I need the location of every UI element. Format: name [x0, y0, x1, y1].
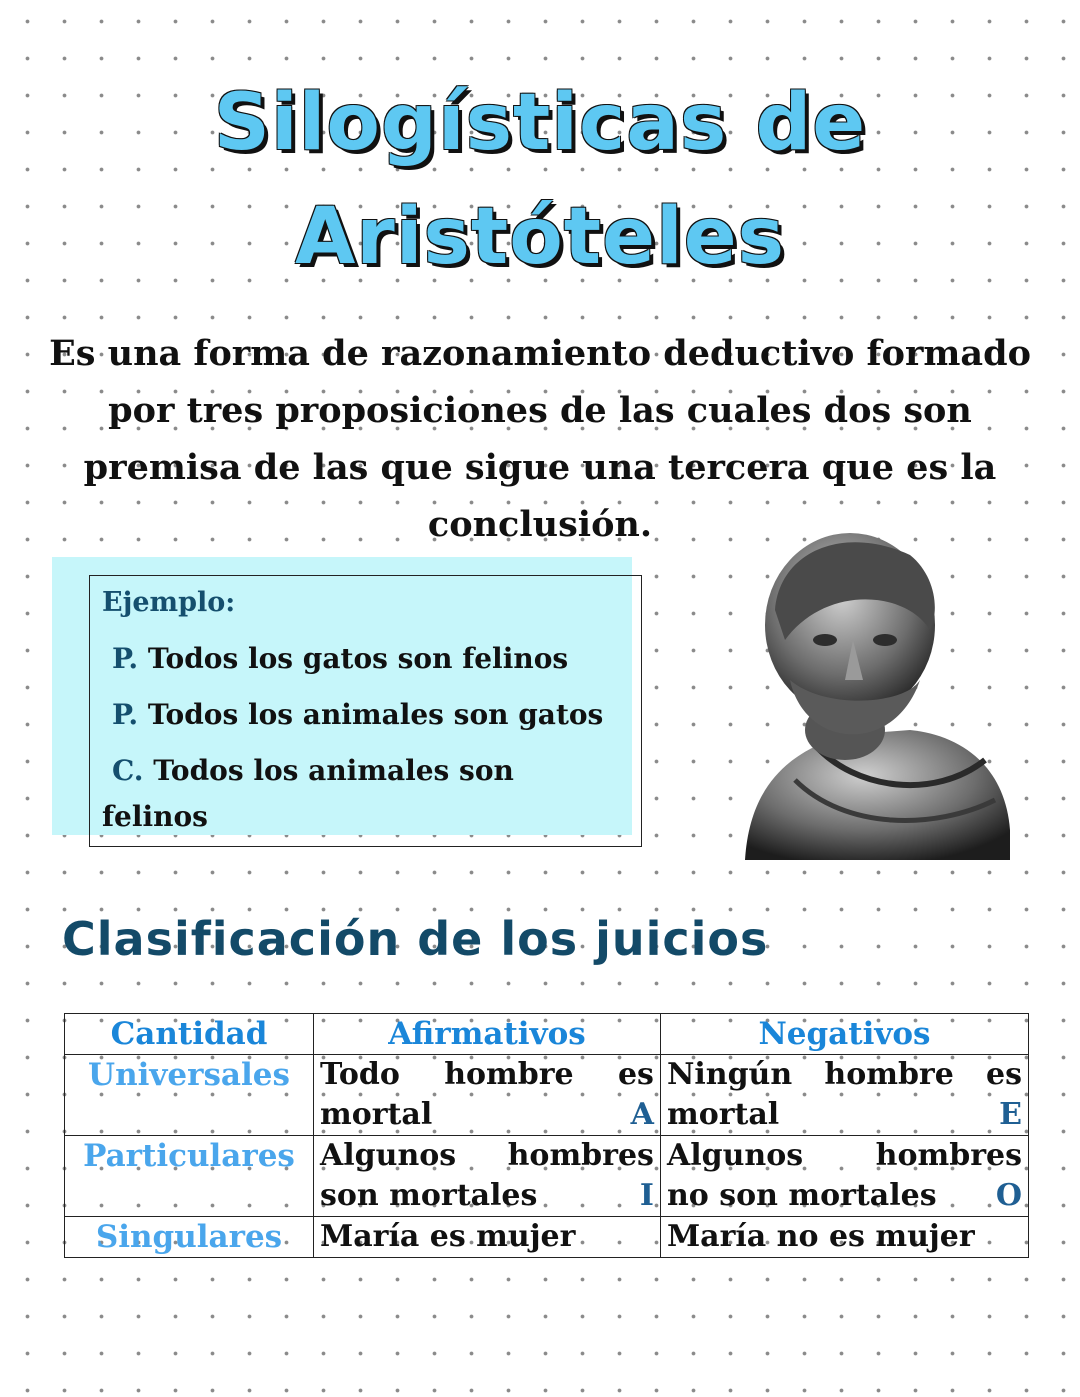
- cell-text: Algunos hombres: [666, 1138, 1022, 1173]
- table-row: [65, 1217, 1029, 1258]
- cell-text: Ningún hombre es: [666, 1057, 1022, 1092]
- conclusion-text-wrap: felinos: [102, 800, 208, 833]
- table-row: [65, 1055, 1029, 1136]
- negative-cell: [660, 1136, 1028, 1217]
- aristotle-bust-image: [735, 530, 1015, 860]
- example-heading: Ejemplo:: [102, 587, 236, 618]
- quantity-cell: Particulares: [65, 1136, 314, 1217]
- header-negativos: Negativos: [660, 1014, 1028, 1055]
- cell-text: María es mujer: [320, 1219, 576, 1254]
- premise-marker: P.: [112, 698, 139, 731]
- cell-text: no son mortales: [666, 1178, 937, 1213]
- cell-text: María no es mujer: [666, 1219, 975, 1254]
- quantity-cell: Singulares: [65, 1217, 314, 1258]
- table-row: [65, 1136, 1029, 1217]
- example-conclusion: [102, 743, 632, 799]
- page-title-line-1: Silogísticas de: [213, 78, 867, 168]
- premise-text: Todos los animales son gatos: [147, 698, 604, 731]
- premise-text: Todos los gatos son felinos: [147, 642, 569, 675]
- cell-text: mortal: [320, 1097, 433, 1132]
- affirmative-cell: [314, 1055, 661, 1136]
- proposition-letter: E: [999, 1097, 1022, 1132]
- quantity-cell: Universales: [65, 1055, 314, 1136]
- definition-paragraph: Es una forma de razonamiento deductivo formado por tres proposiciones de las cuales dos son premisa de las que sigue una tercera que es la conclusión.: [49, 333, 1031, 545]
- judgment-classification-table: [64, 1013, 1029, 1258]
- cell-text: Algunos hombres: [320, 1138, 654, 1173]
- header-afirmativos: Afirmativos: [314, 1014, 661, 1055]
- proposition-letter: A: [630, 1097, 654, 1132]
- proposition-letter: O: [995, 1178, 1022, 1213]
- example-premise-2: [102, 687, 632, 743]
- cell-text: son mortales: [320, 1178, 538, 1213]
- negative-cell: [660, 1217, 1028, 1258]
- example-box: [102, 583, 632, 835]
- table-header-row: [65, 1014, 1029, 1055]
- negative-cell: [660, 1055, 1028, 1136]
- conclusion-text: Todos los animales son: [153, 754, 514, 787]
- affirmative-cell: [314, 1217, 661, 1258]
- example-premise-1: [102, 631, 632, 687]
- proposition-letter: I: [639, 1178, 654, 1213]
- cell-text: Todo hombre es: [320, 1057, 654, 1092]
- header-cantidad: Cantidad: [65, 1014, 314, 1055]
- page-title-line-2: Aristóteles: [294, 192, 786, 282]
- premise-marker: P.: [112, 642, 139, 675]
- affirmative-cell: [314, 1136, 661, 1217]
- section-title: Clasificación de los juicios: [62, 912, 769, 966]
- conclusion-marker: C.: [112, 754, 144, 787]
- cell-text: mortal: [666, 1097, 780, 1132]
